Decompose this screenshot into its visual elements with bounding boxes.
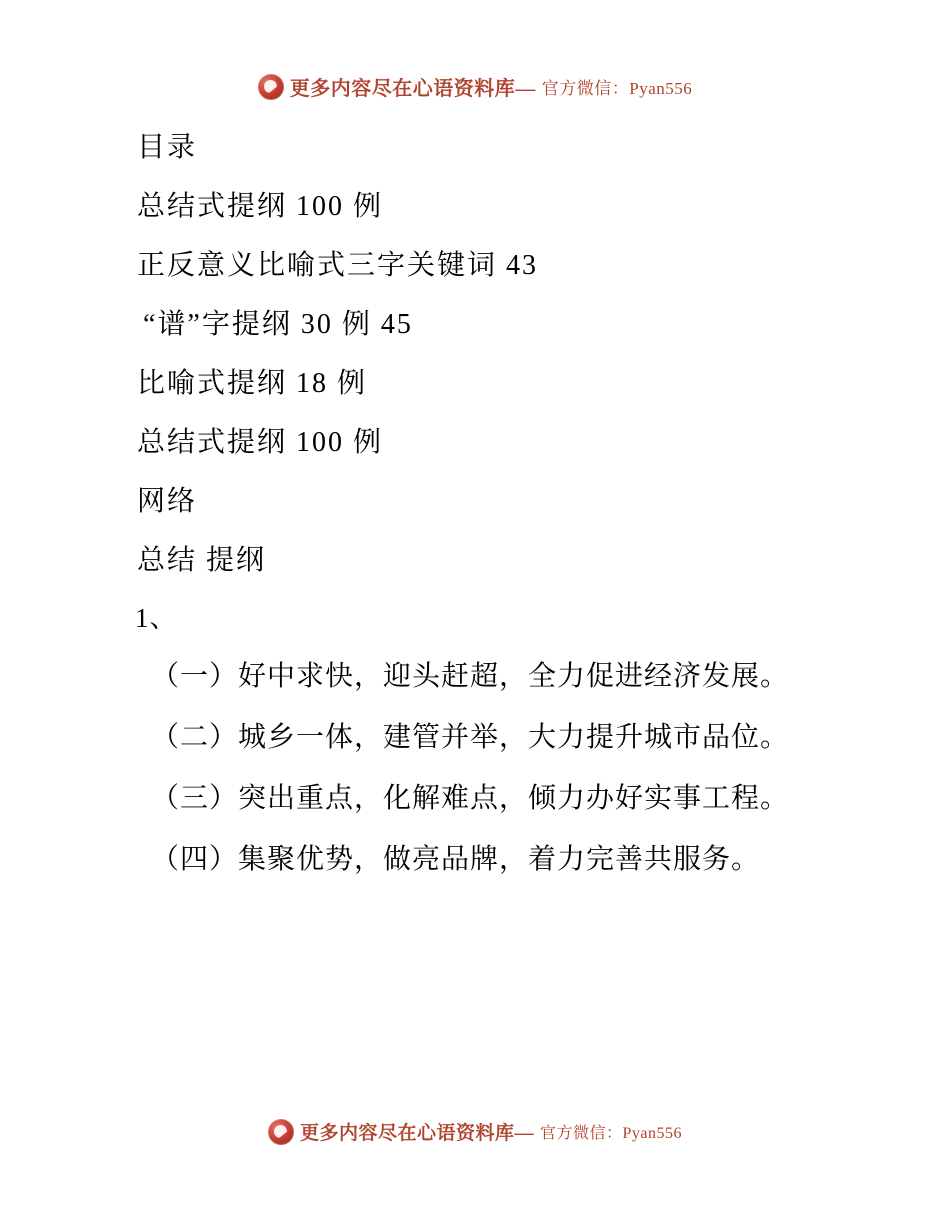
watermark-sub-text: 官方微信：Pyan556 [541, 79, 693, 98]
toc-entry: 总结 提纲 [137, 545, 267, 576]
watermark-main-text: 更多内容尽在心语资料库— [299, 1123, 534, 1144]
watermark-banner-bottom [0, 1118, 950, 1145]
body-paragraph: （四）集聚优势，做亮品牌，着力完善共服务。 [151, 844, 761, 875]
document-content [95, 118, 855, 890]
body-paragraph: （二）城乡一体，建管并举，大力提升城市品位。 [151, 722, 790, 753]
watermark-banner-top [0, 72, 950, 101]
body-paragraph: （三）突出重点，化解难点，倾力办好实事工程。 [151, 783, 790, 814]
section-number: 1、 [135, 603, 178, 633]
watermark-sub-text: 官方微信：Pyan556 [540, 1125, 683, 1142]
toc-entry: 正反意义比喻式三字关键词 43 [137, 250, 539, 281]
toc-entry: 比喻式提纲 18 例 [137, 368, 368, 399]
watermark-main-text: 更多内容尽在心语资料库— [289, 78, 536, 100]
toc-entry: 总结式提纲 100 例 [137, 427, 384, 458]
toc-entry: 总结式提纲 100 例 [137, 191, 384, 222]
seal-circle-icon [258, 74, 284, 100]
seal-circle-icon [268, 1119, 294, 1145]
toc-heading: 目录 [137, 132, 198, 163]
toc-entry: 网络 [137, 486, 198, 517]
toc-entry: “谱”字提纲 30 例 45 [143, 309, 413, 340]
body-paragraph: （一）好中求快，迎头赶超，全力促进经济发展。 [151, 661, 790, 692]
